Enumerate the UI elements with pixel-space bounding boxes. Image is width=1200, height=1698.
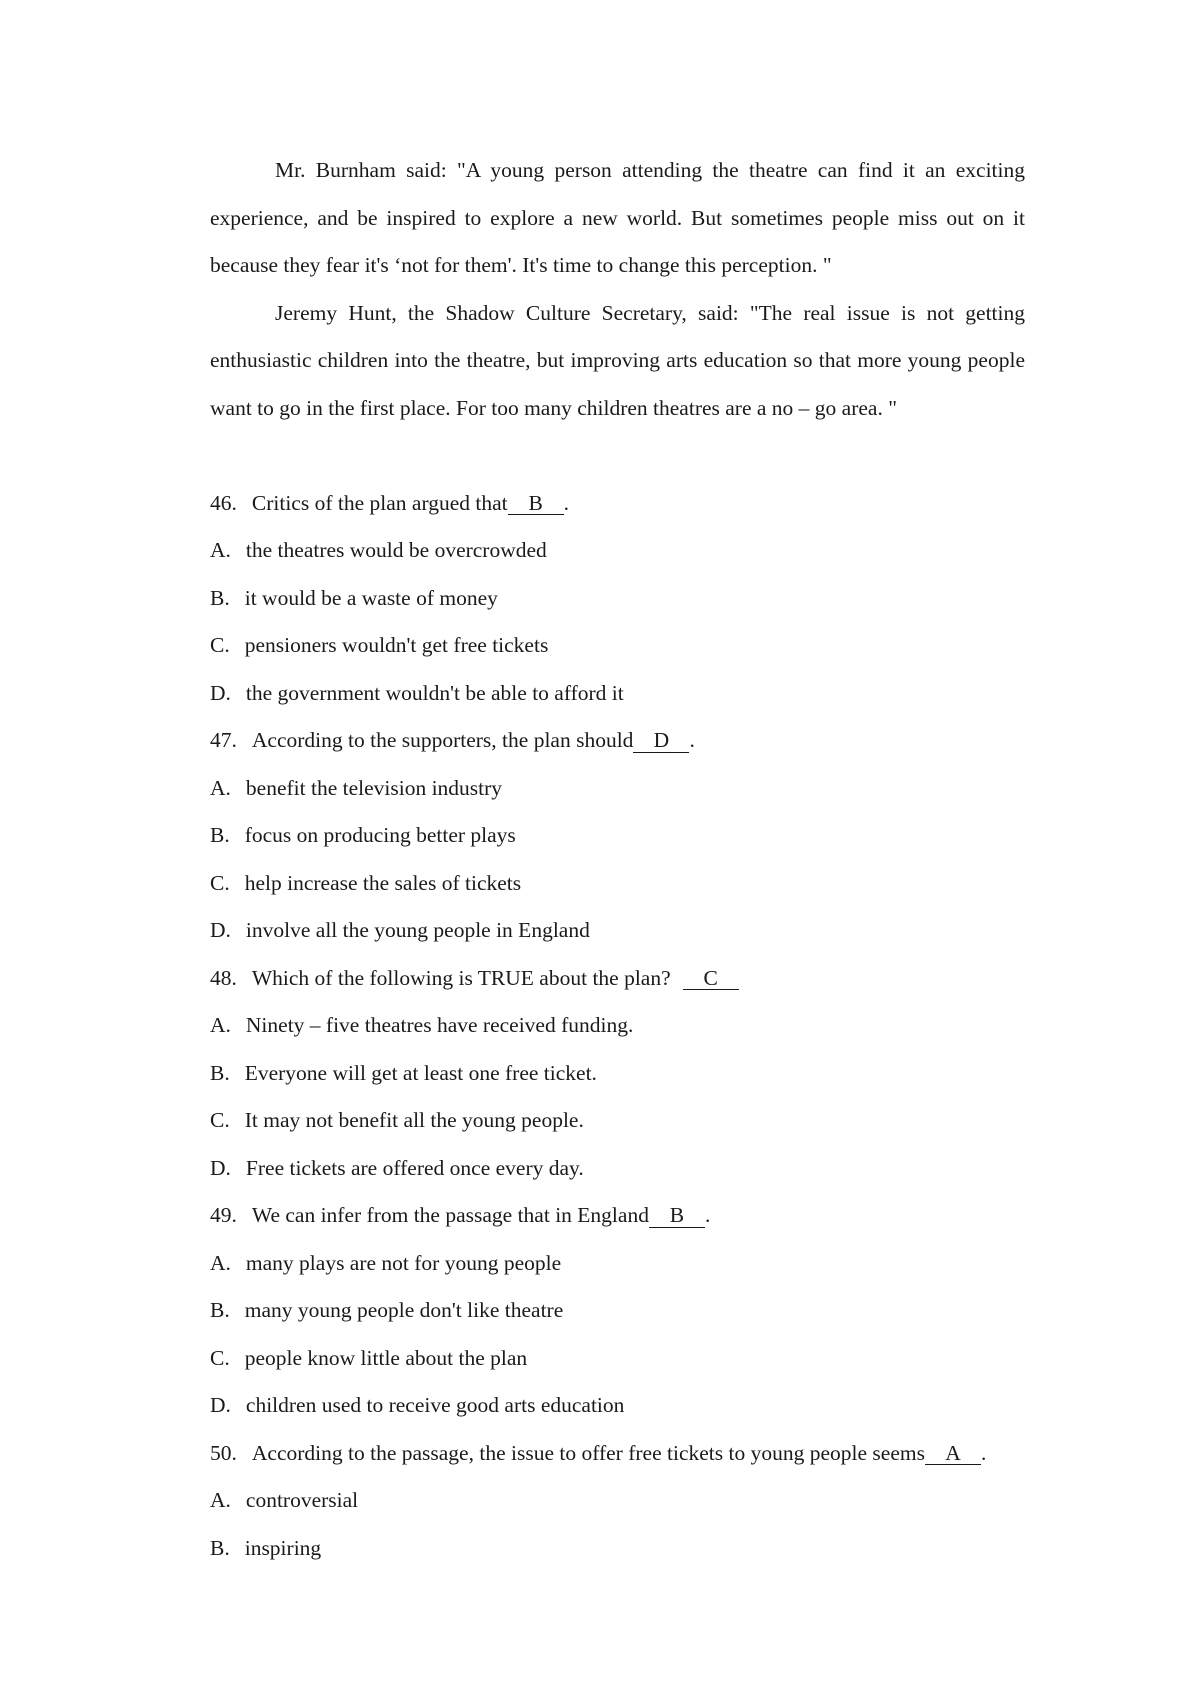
- paragraph-line: because they fear it's ‘not for them'. It's time to change this perception. ": [210, 253, 832, 277]
- option-label: B.: [210, 585, 230, 610]
- question-number: 48.: [210, 965, 237, 990]
- question-number: 47.: [210, 728, 237, 752]
- option-d: [210, 907, 1025, 955]
- paragraph-line: Mr. Burnham said: "A young person attending the theatre can find it an exciting: [275, 158, 1025, 182]
- question-47: [210, 717, 1025, 955]
- question-end-punctuation: .: [563, 490, 569, 515]
- option-label: B.: [210, 823, 230, 847]
- question-49: [210, 1192, 1025, 1430]
- paragraph-line: Jeremy Hunt, the Shadow Culture Secretary, said: "The real issue is not getting: [275, 300, 1025, 325]
- option-b: [210, 1525, 1025, 1573]
- passage-paragraph: [210, 290, 1025, 433]
- question-stem: Which of the following is TRUE about the plan?: [251, 965, 671, 990]
- option-a: [210, 1477, 1025, 1525]
- option-label: C.: [210, 633, 230, 657]
- question-number: 49.: [210, 1203, 237, 1227]
- question-line: [210, 480, 1025, 528]
- option-d: [210, 1145, 1025, 1193]
- option-label: D.: [210, 1393, 231, 1417]
- page-content: [210, 147, 1025, 1572]
- question-50: [210, 1430, 1025, 1573]
- question-line: [210, 1192, 1025, 1240]
- option-text: people know little about the plan: [244, 1345, 528, 1370]
- option-text: involve all the young people in England: [245, 918, 590, 942]
- option-a: [210, 527, 1025, 575]
- question-end-punctuation: .: [980, 1440, 987, 1465]
- option-b: [210, 1287, 1025, 1335]
- option-label: A.: [210, 538, 231, 562]
- option-text: children used to receive good arts education: [245, 1393, 625, 1417]
- option-d: [210, 670, 1025, 718]
- option-b: [210, 575, 1025, 623]
- answer-blank: B: [649, 1205, 705, 1228]
- answer-blank: B: [508, 493, 564, 516]
- option-label: B.: [210, 1060, 230, 1085]
- option-text: many young people don't like theatre: [244, 1298, 564, 1322]
- option-c: [210, 860, 1025, 908]
- question-48: [210, 955, 1025, 1193]
- option-label: A.: [210, 1013, 231, 1037]
- question-stem: According to the passage, the issue to offer free tickets to young people seems: [251, 1440, 925, 1465]
- option-label: B.: [210, 1535, 230, 1560]
- question-line: [210, 1430, 1025, 1478]
- option-b: [210, 812, 1025, 860]
- option-text: It may not benefit all the young people.: [244, 1108, 584, 1132]
- option-label: B.: [210, 1298, 230, 1322]
- question-46: [210, 480, 1025, 718]
- option-text: help increase the sales of tickets: [244, 870, 522, 895]
- option-label: D.: [210, 1155, 231, 1180]
- question-number: 50.: [210, 1440, 237, 1465]
- option-a: [210, 1002, 1025, 1050]
- question-line: [210, 955, 1025, 1003]
- option-text: the government wouldn't be able to afford it: [245, 680, 624, 705]
- option-text: inspiring: [244, 1535, 322, 1560]
- option-b: [210, 1050, 1025, 1098]
- passage: [210, 147, 1025, 432]
- option-text: focus on producing better plays: [244, 823, 516, 847]
- question-stem: According to the supporters, the plan should: [251, 728, 634, 752]
- option-text: controversial: [245, 1488, 359, 1512]
- option-label: C.: [210, 1108, 230, 1132]
- option-text: the theatres would be overcrowded: [245, 538, 547, 562]
- option-text: many plays are not for young people: [245, 1250, 562, 1275]
- option-text: Everyone will get at least one free ticket.: [244, 1060, 597, 1085]
- option-label: A.: [210, 775, 231, 800]
- paragraph-line: experience, and be inspired to explore a new world. But sometimes people miss out on it: [210, 205, 1025, 230]
- option-text: it would be a waste of money: [244, 585, 498, 610]
- option-label: D.: [210, 680, 231, 705]
- option-text: Free tickets are offered once every day.: [245, 1155, 584, 1180]
- option-label: D.: [210, 918, 231, 942]
- option-label: A.: [210, 1488, 231, 1512]
- passage-paragraph: [210, 147, 1025, 290]
- question-number: 46.: [210, 490, 237, 515]
- option-label: A.: [210, 1250, 231, 1275]
- answer-blank: A: [925, 1443, 981, 1466]
- question-list: [210, 480, 1025, 1573]
- question-line: [210, 717, 1025, 765]
- option-text: benefit the television industry: [245, 775, 503, 800]
- answer-blank: C: [683, 968, 739, 991]
- option-c: [210, 1335, 1025, 1383]
- option-a: [210, 765, 1025, 813]
- option-c: [210, 622, 1025, 670]
- paragraph-line: want to go in the first place. For too many children theatres are a no – go area. ": [210, 395, 897, 420]
- option-label: C.: [210, 870, 230, 895]
- option-a: [210, 1240, 1025, 1288]
- question-stem: We can infer from the passage that in England: [251, 1203, 649, 1227]
- option-text: pensioners wouldn't get free tickets: [244, 633, 549, 657]
- question-stem: Critics of the plan argued that: [251, 490, 508, 515]
- answer-blank: D: [633, 730, 689, 753]
- question-end-punctuation: .: [704, 1203, 711, 1227]
- question-end-punctuation: .: [689, 728, 695, 752]
- option-c: [210, 1097, 1025, 1145]
- option-text: Ninety – five theatres have received funding.: [245, 1013, 634, 1037]
- option-label: C.: [210, 1345, 230, 1370]
- paragraph-line: enthusiastic children into the theatre, but improving arts education so that more young people: [210, 348, 1025, 372]
- option-d: [210, 1382, 1025, 1430]
